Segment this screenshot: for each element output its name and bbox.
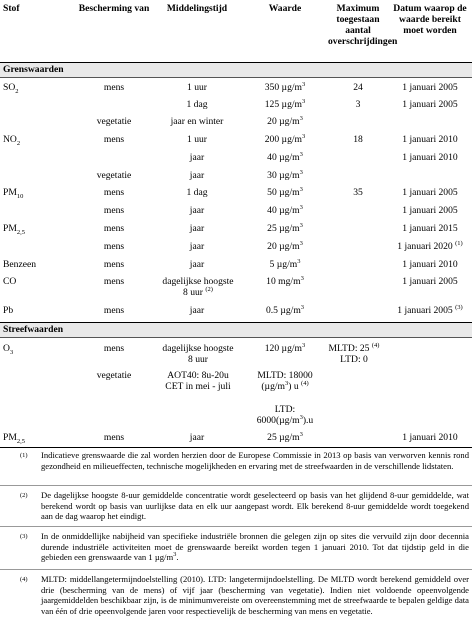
table-row [0,205,472,219]
section-streefwaarden [0,323,472,337]
section-grenswaarden [0,63,472,77]
cell-datum: 1 januari 2005 $^{(3)}$ [397,303,463,316]
cell-waarde: 20 $\mu g/m^3$ [267,239,303,252]
cell-waarde: 20 $\mu g/m^3$ [267,114,303,127]
table-row [0,223,472,237]
cell-waarde: 10 $mg/m^3$ [266,274,304,287]
section-grenswaarden-label: Grenswaarden [3,64,64,75]
cell-waarde: 40 $\mu g/m^3$ [267,150,303,163]
section-rule [0,337,472,338]
cell-waarde: 50 $\mu g/m^3$ [267,185,303,198]
cell-middelingstijd: 1 dag [186,187,208,198]
cell-datum: 1 januari 2015 [402,223,458,234]
cell-datum: 1 januari 2020 $^{(1)}$ [397,239,463,252]
table-row [0,259,472,273]
cell-middelingstijd: jaar [189,152,205,163]
cell-bescherming: mens [103,82,125,93]
cell-bescherming: mens [103,134,125,145]
cell-middelingstijd: jaar [189,205,205,216]
cell-waarde: 120 $\mu g/m^3$ [264,341,306,354]
cell-datum: 1 januari 2005 [402,99,458,110]
cell-datum: 1 januari 2005 [402,82,458,93]
cell-bescherming: mens [103,205,125,216]
table-row [0,343,472,369]
cell-middelingstijd: dagelijkse hoogste 8 uur [162,343,234,365]
section-rule [0,77,472,78]
table-row [0,99,472,113]
footnote-number: (1) [20,452,28,459]
cell-middelingstijd: AOT40: 8u-20u CET in mei - juli [165,370,231,392]
cell-middelingstijd: dagelijkse hoogste 8 uur $^{(2)}$ [162,276,234,298]
table-header [0,3,472,61]
cell-stof: $PM_{2,5}$ [3,223,25,236]
table-row [0,152,472,166]
cell-waarde: 30 $\mu g/m^3$ [267,168,303,181]
cell-middelingstijd: jaar [189,432,205,443]
cell-bescherming: mens [103,223,125,234]
header-stof: Stof [3,3,20,14]
cell-stof: $NO_2$ [3,134,21,147]
cell-bescherming: mens [103,241,125,252]
cell-max: 18 [353,134,363,145]
cell-waarde: 25 $\mu g/m^3$ [267,430,303,443]
cell-max: 24 [353,82,363,93]
cell-datum: 1 januari 2010 [402,259,458,270]
footnote-divider [0,569,472,570]
table-row [0,276,472,300]
cell-middelingstijd: 1 uur [187,82,207,93]
cell-bescherming: mens [103,432,125,443]
table-row [0,170,472,184]
cell-stof: $SO_2$ [3,82,19,95]
cell-datum: 1 januari 2005 [402,187,458,198]
cell-datum: 1 januari 2010 [402,152,458,163]
footnote-number: (2) [20,492,28,499]
table-row [0,116,472,130]
cell-stof: Pb [3,305,14,316]
footnote-number: (4) [20,576,28,583]
cell-middelingstijd: jaar [189,259,205,270]
cell-max: 35 [353,187,363,198]
cell-bescherming: mens [103,259,125,270]
cell-waarde: 200 $\mu g/m^3$ [264,132,306,145]
header-bescherming: Bescherming van [78,3,150,14]
table-row [0,370,472,434]
header-max-overschrijdingen: Maximum toegestaan aantal overschrijdingen [328,3,398,47]
cell-waarde: 0.5 $\mu g/m^3$ [265,303,305,316]
footnote-divider [0,485,472,486]
table-row [0,187,472,201]
footnote-text: Indicatieve grenswaarde die zal worden herzien door de Europese Commissie in 2013 op basis van verworven kennis rond gezondheid en milieueffecten, technische mogelijkheden en ervaring met de streefwaarden in de verschillende lidstaten. [41,450,469,471]
table-row [0,432,472,446]
cell-stof: $PM_{2,5}$ [3,432,25,445]
cell-max: MLTD: 25 $^{(4)}$ LTD: 0 [328,341,380,365]
cell-waarde: MLTD: 18000 $(\mu g/m^3)$ u $^{(4)}$ LTD: $6000(\mu g/m^3).u$ [256,370,314,426]
table-row [0,82,472,96]
cell-bescherming: vegetatie [96,370,132,381]
cell-waarde: 5 $\mu g/m^3$ [269,257,301,270]
cell-bescherming: mens [103,187,125,198]
cell-middelingstijd: jaar [189,170,205,181]
table-row [0,305,472,319]
cell-waarde: 350 $\mu g/m^3$ [264,80,306,93]
cell-datum: 1 januari 2005 [402,205,458,216]
cell-waarde: 125 $\mu g/m^3$ [264,97,306,110]
cell-bescherming: vegetatie [96,170,132,181]
cell-max: 3 [355,99,361,110]
table-row [0,134,472,148]
cell-waarde: 25 $\mu g/m^3$ [267,221,303,234]
table-bottom-rule [0,447,472,448]
cell-middelingstijd: jaar [189,241,205,252]
header-middelingstijd: Middelingstijd [166,3,228,14]
footnote-number: (3) [20,533,28,540]
cell-stof: CO [3,276,17,287]
footnote-text: MLTD: middellangetermijndoelstelling (2010). LTD: langetermijndoelstelling. De MLTD wordt berekend gemiddeld over drie (bescherming van de mens) of vijf jaar (bescherming van vegetatie). Indien niet voldoende opeenvolgende jaargemiddelden beschikbaar zijn, is de minimumvereiste om overeenstemming met de streefwaarde te bepalen geldige data van één of drie opeenvolgende jaren voor respectievelijk de bescherming van mens en vegetatie. [41,574,469,616]
cell-middelingstijd: 1 dag [186,99,208,110]
cell-stof: $O_3$ [3,343,14,356]
header-waarde: Waarde [268,3,302,14]
section-streefwaarden-label: Streefwaarden [3,324,64,335]
header-datum: Datum waarop de waarde bereikt moet worden [393,3,467,36]
table-row [0,241,472,255]
cell-middelingstijd: jaar [189,223,205,234]
cell-stof: $PM_{10}$ [3,187,24,200]
cell-bescherming: vegetatie [96,116,132,127]
cell-middelingstijd: jaar en winter [170,116,224,127]
cell-bescherming: mens [103,276,125,287]
cell-waarde: 40 $\mu g/m^3$ [267,203,303,216]
cell-datum: 1 januari 2005 [402,276,458,287]
footnote-divider [0,526,472,527]
cell-bescherming: mens [103,343,125,354]
cell-stof: Benzeen [3,259,37,270]
cell-bescherming: mens [103,305,125,316]
cell-datum: 1 januari 2010 [402,134,458,145]
cell-middelingstijd: jaar [189,305,205,316]
cell-middelingstijd: 1 uur [187,134,207,145]
footnote-text: In de onmiddellijke nabijheid van specifieke industriële bronnen die gelegen zijn op sites die vervuild zijn door decennia durende industriële activiteiten moet de grenswaarde bereikt worden tegen 1 januari 2010. Tot dat tijdstip geld in die gebieden een grenswaarde van 1 $\mu g/m^3$. [41,531,469,563]
footnote-text: De dagelijkse hoogste 8-uur gemiddelde concentratie wordt geselecteerd op basis van het glijdend 8-uur gemiddelde, wat berekend wordt op basis van uurlijkse data en elk uur aangepast wordt. Elk berekend 8-uur gemiddelde wordt toegekend aan de dag waarop het eindigt. [41,490,469,522]
cell-datum: 1 januari 2010 [402,432,458,443]
